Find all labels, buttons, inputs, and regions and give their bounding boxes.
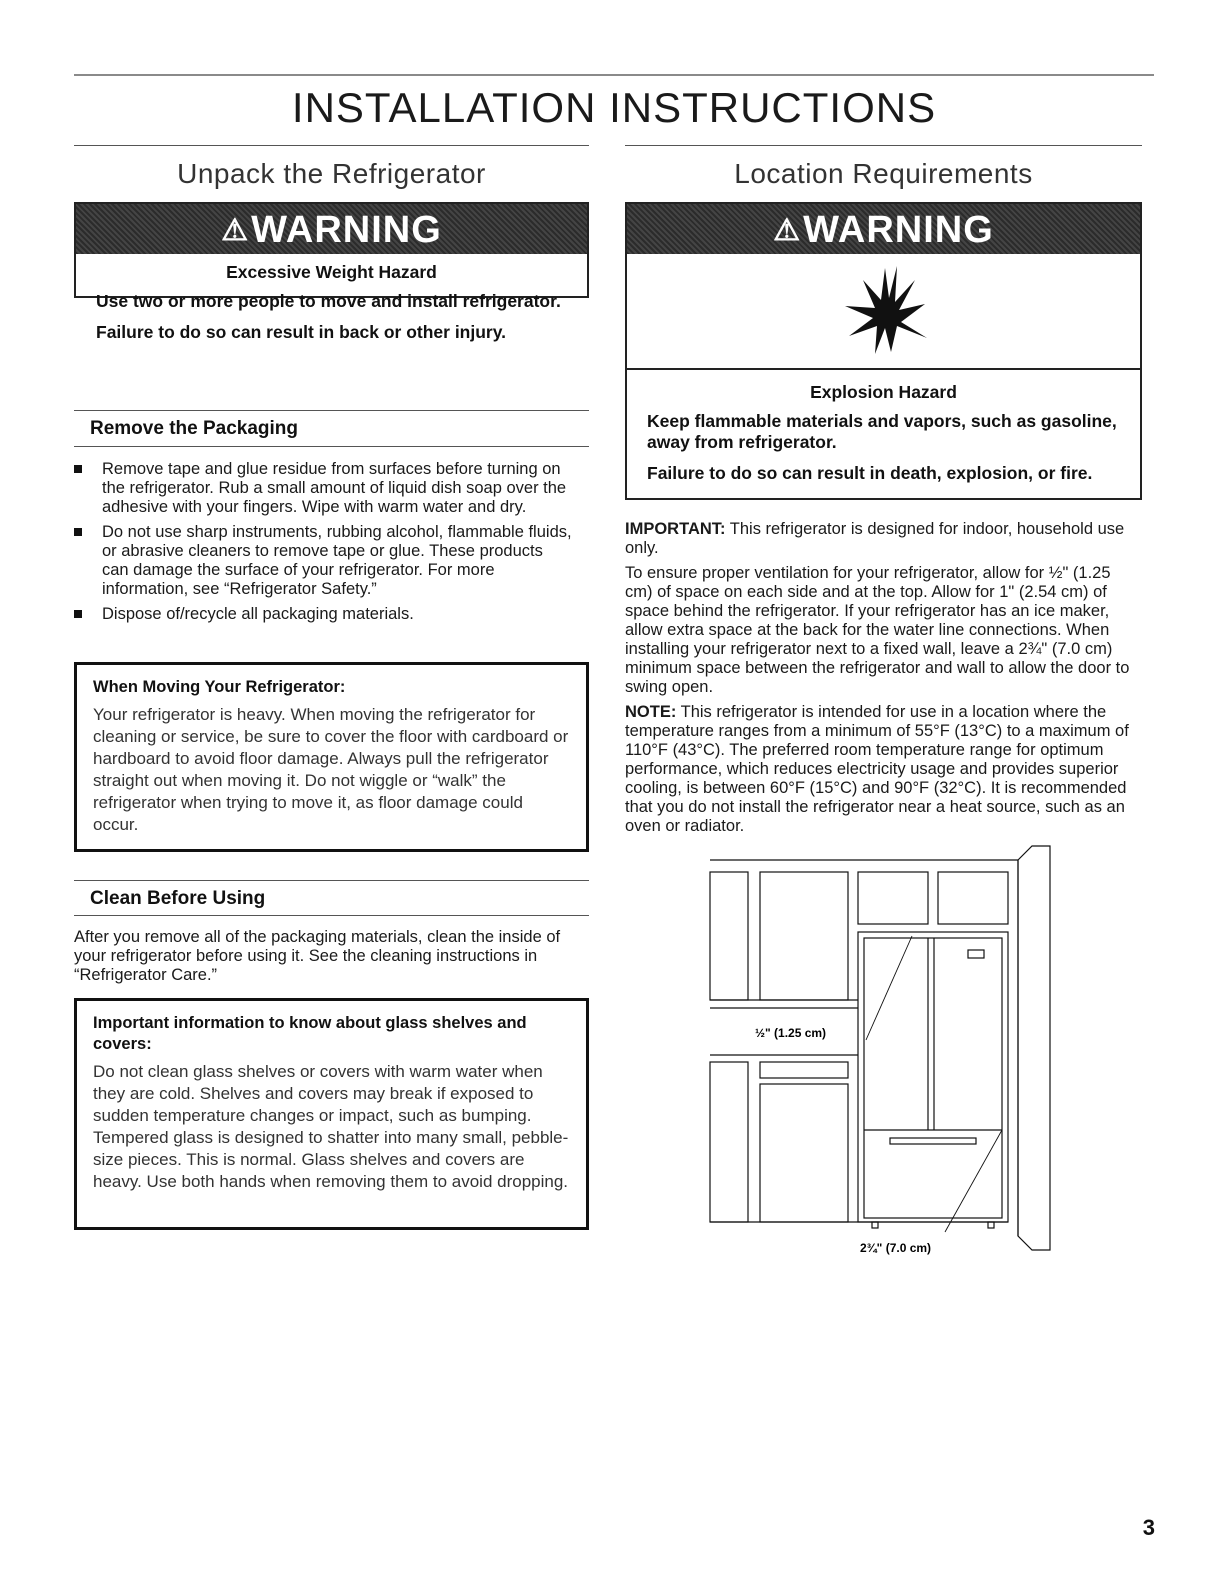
- location-text: [625, 520, 1140, 836]
- important-paragraph: IMPORTANT: This refrigerator is designed for indoor, household use only.: [625, 520, 1125, 557]
- left-section-rule: [74, 145, 589, 146]
- explosion-symbol-area: [627, 254, 1140, 370]
- warning-line-1: Use two or more people to move and install refrigerator.: [96, 291, 561, 311]
- warning-triangle-icon: ⚠: [773, 214, 802, 247]
- clearance-diagram: [700, 840, 1060, 1270]
- clean-top-rule: [74, 880, 589, 881]
- list-item: Dispose of/recycle all packaging materials.: [74, 605, 574, 624]
- list-item: Remove tape and glue residue from surfaces before turning on the refrigerator. Rub a small amount of liquid dish soap over the adhesive with your fingers. Wipe with warm water and dry.: [74, 460, 574, 517]
- warning-line-1: Keep flammable materials and vapors, such as gasoline, away from refrigerator.: [647, 411, 1117, 452]
- warning-triangle-icon: ⚠: [221, 214, 250, 247]
- warning-body: [627, 370, 1140, 504]
- right-section-rule: [625, 145, 1142, 146]
- ventilation-paragraph: To ensure proper ventilation for your refrigerator, allow for ½" (1.25 cm) of space on each side and at the top. Allow for 1" (2.54 cm) of space behind the refrigerator. If your refrigerator has an ice maker, allow extra space at the back for the water line connections. When installing your refrigerator next to a fixed wall, leave a 2¾" (7.0 cm) minimum space between the refrigerator and wall to allow the door to swing open.: [625, 564, 1130, 696]
- warning-body: [76, 254, 587, 363]
- glass-info-box: [74, 998, 589, 1230]
- moving-body: Your refrigerator is heavy. When moving the refrigerator for cleaning or service, be sure to cover the floor with cardboard or hardboard to avoid floor damage. Always pull the refrigerator straight out when moving it. Do not wiggle or “walk” the refrigerator when trying to move it, as floor damage could occur.: [93, 705, 569, 834]
- packaging-top-rule: [74, 410, 589, 411]
- side-clearance-label: ½" (1.25 cm): [755, 1026, 827, 1040]
- warning-header: ⚠WARNING: [627, 204, 1140, 254]
- explosion-warning-box: [625, 202, 1142, 500]
- clean-bottom-rule: [74, 915, 589, 916]
- weight-warning-box: [74, 202, 589, 342]
- hazard-name: Explosion Hazard: [810, 382, 957, 402]
- list-item: Do not use sharp instruments, rubbing alcohol, flammable fluids, or abrasive cleaners to remove tape or glue. These products can damage the surface of your refrigerator. For more information, see “Refrigerator Safety.”: [74, 523, 574, 599]
- moving-heading: When Moving Your Refrigerator:: [93, 678, 346, 696]
- page-number: 3: [1142, 1515, 1155, 1540]
- page-title: INSTALLATION INSTRUCTIONS: [291, 84, 937, 131]
- note-paragraph: NOTE: This refrigerator is intended for use in a location where the temperature ranges from a minimum of 55°F (13°C) to a maximum of 110°F (43°C). The preferred room temperature range for optimum performance, which reduces electricity usage and provides superior cooling, is between 60°F (15°C) and 90°F (32°C). It is recommended that you do not install the refrigerator near a heat source, such as an oven or radiator.: [625, 703, 1129, 835]
- top-rule: [74, 74, 1154, 76]
- left-section-title: Unpack the Refrigerator: [177, 158, 486, 189]
- clean-heading: Clean Before Using: [90, 888, 266, 909]
- wall-clearance-label: 2¾" (7.0 cm): [860, 1241, 932, 1255]
- moving-info-box: [74, 662, 589, 852]
- warning-header: ⚠WARNING: [76, 204, 587, 254]
- remove-packaging-heading: Remove the Packaging: [90, 418, 299, 439]
- clean-body: After you remove all of the packaging materials, clean the inside of your refrigerator before using it. See the cleaning instructions in “Refrigerator Care.”: [74, 928, 561, 984]
- warning-line-2: Failure to do so can result in back or other injury.: [96, 322, 507, 342]
- warning-line-2: Failure to do so can result in death, explosion, or fire.: [647, 463, 1093, 483]
- packaging-bottom-rule: [74, 446, 589, 447]
- explosion-icon: [835, 262, 935, 362]
- glass-body: Do not clean glass shelves or covers with warm water when they are cold. Shelves and covers may break if exposed to sudden temperature changes or impact, such as bumping. Tempered glass is designed to shatter into many small, pebble-size pieces. This is normal. Glass shelves and covers are heavy. Use both hands when removing them to avoid dropping.: [93, 1062, 569, 1191]
- packaging-list: [74, 460, 574, 630]
- hazard-name: Excessive Weight Hazard: [226, 262, 437, 282]
- right-section-title: Location Requirements: [734, 158, 1033, 189]
- glass-heading: Important information to know about glass shelves and covers:: [93, 1014, 527, 1053]
